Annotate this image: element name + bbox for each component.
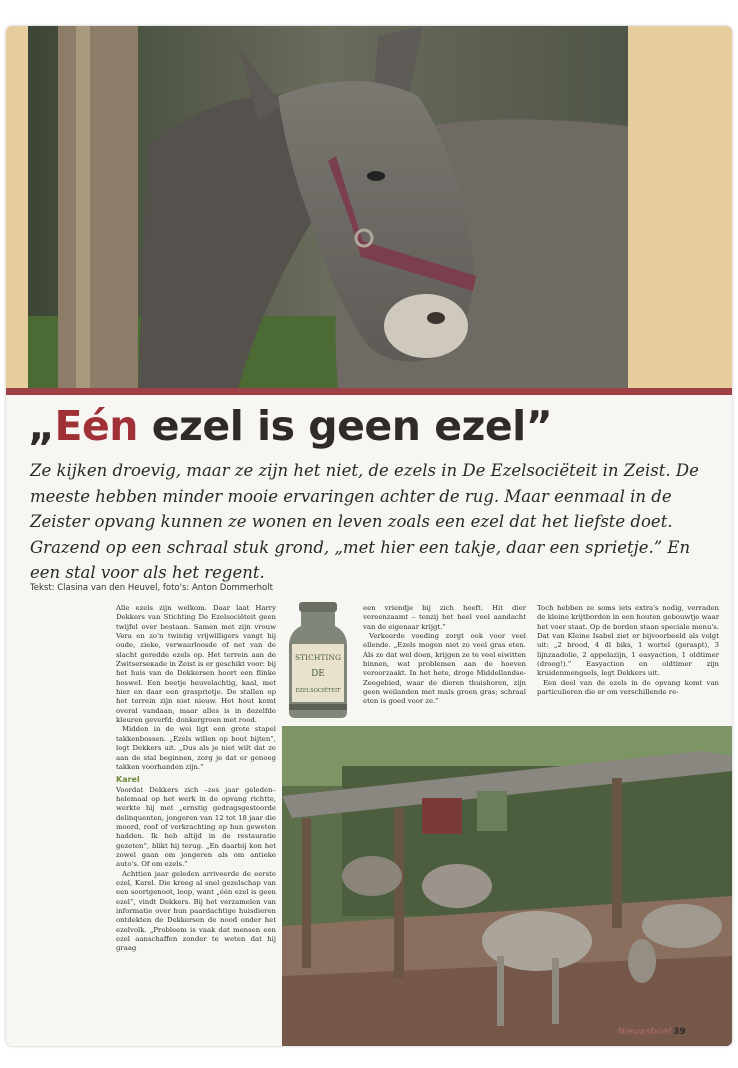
donkey-portrait-image [28, 26, 628, 388]
milk-can-photo [283, 600, 353, 724]
paragraph: Midden in de wei ligt een grote stapel takkenbossen. „Ezels willen op bout bijten”, legt Dekkers uit. „Dus als je niet wilt dat ze aan de stal beginnen, zorg je dat er genoeg takken voorhanden zijn.” [116, 725, 276, 771]
paragraph: een vriendje bij zich heeft. Hit dier vereenzaamt – tenzij het heel veel aandacht van de eigenaar krijgt.” [363, 604, 526, 631]
milk-can-line-1: STICHTING [295, 653, 341, 662]
headline-quote-open: „ [28, 402, 55, 450]
headline-rest: ezel is geen ezel” [137, 402, 553, 450]
milk-can-line-3: EZELSOCIËTEIT [295, 688, 341, 694]
milk-can-line-2: DE [311, 669, 325, 679]
donkeys-in-stable-image [282, 726, 732, 1046]
page-number: 39 [673, 1027, 686, 1037]
paragraph: Een deel van de ezels in de opvang komt van particulieren die er om verschillende re- [537, 678, 719, 697]
page-folio [618, 1027, 686, 1037]
headline-highlight: Eén [54, 402, 138, 450]
paragraph: Verkeerde voeding zorgt ook voor veel ellende. „Ezels mogen niet zo veel gras eten. Als ze dat wel doen, krijgen ze te veel eiwitten binnen, wat problemen aan de hoeven veroorzaakt. In het hete, droge Middellandse-Zeegebied, waar de dieren thuishoren, zijn geen weilanden met mals groen gras; schraal eten is goed voor ze.” [363, 632, 526, 706]
article-lead: Ze kijken droevig, maar ze zijn het niet, de ezels in De Ezelsociëteit in Zeist. De meeste hebben minder mooie ervaringen achter de rug. Maar eenmaal in de Zeister opvang kunnen ze wonen en leven zoals een ezel dat het liefste doet. Grazend op een schraal stuk grond, „met hier een takje, daar een sprietje.” En een stal voor als het regent. [30, 461, 699, 582]
body-column-1 [116, 604, 276, 954]
article-headline [28, 402, 718, 450]
paragraph: Achttien jaar geleden arriveerde de eerste ezel, Karel. Die kreeg al snel gezelschap van een soortgenoot, loop, want „één ezel is geen ezel”, vindt Dekkers. Bij het verzamelen van informatie over hun paardachtige huisdieren ontdekten de Dekkersen de nood onder het ezelvolk. „Probleem is vaak dat mensen een ezel aanschaffen zonder te weten dat hij graag [116, 869, 276, 953]
donkey-hero-photo [6, 26, 732, 388]
body-column-3 [537, 604, 719, 697]
title-rule [6, 388, 732, 395]
paragraph: Toch hebben ze soms iets extra's nodig, verraden de kleine krijtborden in een houten gebouwtje waar het voer staat. Op de borden staan speciale menu's. Dat van Kleine Isabel ziet er bijvoorbeeld als volgt uit: „2 brood, 4 dl biks, 1 wortel (geraspt), 3 lijnzaadolie, 2 appelazijn, 1 easyaction, 1 oldtimer (droog!).” Easyaction en oldtimer zijn kruidenmengsels, legt Dekkers uit. [537, 604, 719, 678]
folio-magazine-name: Nieuwsbrief [618, 1027, 672, 1037]
paragraph: Voordat Dekkers zich –zes jaar geleden– helemaal op het werk in de opvang richtte, werkte hij met „ernstig gedragsgestoorde delinquenten, jongeren van 12 tot 18 jaar die moord, roof of verkrachting op hun geweten hadden. Ik heb altijd in de restauratie gezeten”, blikt hij terug. „En daarbij kon het zowel gaan om jongeren als om antieke auto's. Of om ezels.” [116, 785, 276, 869]
stable-photo [282, 726, 732, 1046]
paragraph: Alle ezels zijn welkom. Daar laat Harry Dekkers van Stichting De Ezelsociëteit geen twijfel over bestaan. Samen met zijn vrouw Vera en zo'n twintig vrijwilligers vangt hij oude, zieke, verwaarloosde of net van de slacht geredde ezels op. Het terrein aan de Zwitserseкade in Zeist is er geschikt voor: bij het huis van de Dekkersen hoort een flinke bosweI. Een beetje heuvelachtig, kaal, met hier en daar een grasprietje. De stallen op het terrein zijn niet nieuw. Het hout komt overal vandaan, maar alles is in dezelfde kleuren geverfd: donkergroen met rood. [116, 604, 276, 725]
subheading: Karel [116, 775, 140, 785]
article-credits: Tekst: Clasina van den Heuvel, foto's: Anton Dommerholt [30, 583, 273, 593]
body-column-2 [363, 604, 526, 707]
magazine-page [6, 26, 732, 1046]
